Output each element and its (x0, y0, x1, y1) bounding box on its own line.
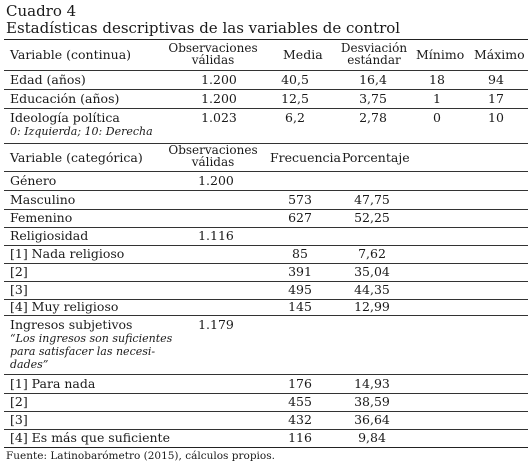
row-label: [1] Nada religioso (10, 246, 125, 261)
cell-min: 0 (433, 110, 441, 125)
cell-mean: 40,5 (281, 72, 309, 87)
rule-row (4, 411, 528, 412)
rule-row (4, 393, 528, 394)
row-note: 0: Izquierda; 10: Derecha (10, 125, 153, 138)
row-label: Ingresos subjetivos (10, 317, 133, 332)
rule-row (4, 209, 528, 210)
rule-row (4, 281, 528, 282)
rule-row (4, 263, 528, 264)
rule-row (4, 190, 528, 191)
col-header-mean: Media (283, 47, 323, 62)
cell-mean: 12,5 (281, 91, 309, 106)
cell-obs: 1.023 (201, 110, 237, 125)
cell-min: 18 (429, 72, 445, 87)
cell-pct: 9,84 (358, 430, 386, 445)
cell-freq: 627 (288, 210, 312, 225)
rule-row (4, 108, 528, 109)
rule-section (4, 143, 528, 144)
row-label: Religiosidad (10, 228, 89, 243)
row-label: Educación (años) (10, 91, 120, 106)
row-label: [4] Muy religioso (10, 299, 119, 314)
cell-sd: 16,4 (359, 72, 387, 87)
row-label: Edad (años) (10, 72, 86, 87)
col-header-max: Máximo (474, 47, 525, 62)
cell-pct: 35,04 (354, 264, 390, 279)
col-header-min: Mínimo (416, 47, 465, 62)
cell-pct: 38,59 (354, 394, 390, 409)
row-label: [3] (10, 282, 28, 297)
cell-mean: 6,2 (285, 110, 305, 125)
cell-freq: 145 (288, 299, 312, 314)
cell-pct: 7,62 (358, 246, 386, 261)
row-label: Femenino (10, 210, 73, 225)
col-header-frequency: Frecuencia (270, 150, 341, 165)
cell-max: 10 (488, 110, 504, 125)
row-label: [3] (10, 412, 28, 427)
row-label: Género (10, 173, 57, 188)
cell-pct: 36,64 (354, 412, 390, 427)
col-header-percentage: Porcentaje (342, 150, 410, 165)
row-label: Ideología política (10, 110, 120, 125)
cell-pct: 52,25 (354, 210, 390, 225)
cell-freq: 391 (288, 264, 312, 279)
cell-freq: 116 (288, 430, 312, 445)
row-label: Masculino (10, 192, 76, 207)
rule-top (4, 39, 528, 40)
rule-after-categorical-header (4, 171, 528, 172)
cell-max: 94 (488, 72, 504, 87)
rule-bottom (4, 447, 528, 448)
cell-obs: 1.179 (198, 317, 234, 332)
row-label: [2] (10, 394, 28, 409)
cell-max: 17 (488, 91, 504, 106)
cell-obs: 1.116 (198, 228, 234, 243)
cell-pct: 12,99 (354, 299, 390, 314)
col-header-observations: Observaciones válidas (168, 41, 258, 67)
cell-obs: 1.200 (201, 72, 237, 87)
cell-freq: 85 (292, 246, 308, 261)
table-number: Cuadro 4 (6, 2, 77, 20)
rule-row (4, 89, 528, 90)
cell-freq: 495 (288, 282, 312, 297)
rule-row (4, 315, 528, 316)
table-caption: Estadísticas descriptivas de las variables de control (6, 19, 401, 37)
row-label: [1] Para nada (10, 376, 96, 391)
col-header-variable: Variable (continua) (10, 47, 132, 62)
cell-sd: 3,75 (359, 91, 387, 106)
cell-freq: 432 (288, 412, 312, 427)
cell-pct: 47,75 (354, 192, 390, 207)
cell-obs: 1.200 (201, 91, 237, 106)
col-header-variable: Variable (categórica) (10, 150, 143, 165)
cell-obs: 1.200 (198, 173, 234, 188)
table-source-note: Fuente: Latinobarómetro (2015), cálculos propios. (6, 450, 275, 462)
cell-min: 1 (433, 91, 441, 106)
rule-after-continuous-header (4, 70, 528, 71)
cell-pct: 44,35 (354, 282, 390, 297)
cell-freq: 176 (288, 376, 312, 391)
cell-freq: 573 (288, 192, 312, 207)
cell-pct: 14,93 (354, 376, 390, 391)
col-header-std-dev: Desviación estándar (340, 41, 408, 67)
cell-sd: 2,78 (359, 110, 387, 125)
col-header-observations: Observaciones válidas (168, 143, 258, 169)
cell-freq: 455 (288, 394, 312, 409)
rule-row (4, 374, 528, 375)
row-label: [2] (10, 264, 28, 279)
row-note: “Los ingresos son suficientes para satisfacer las necesi-dades” (10, 332, 173, 371)
row-label: [4] Es más que suficiente (10, 430, 170, 445)
